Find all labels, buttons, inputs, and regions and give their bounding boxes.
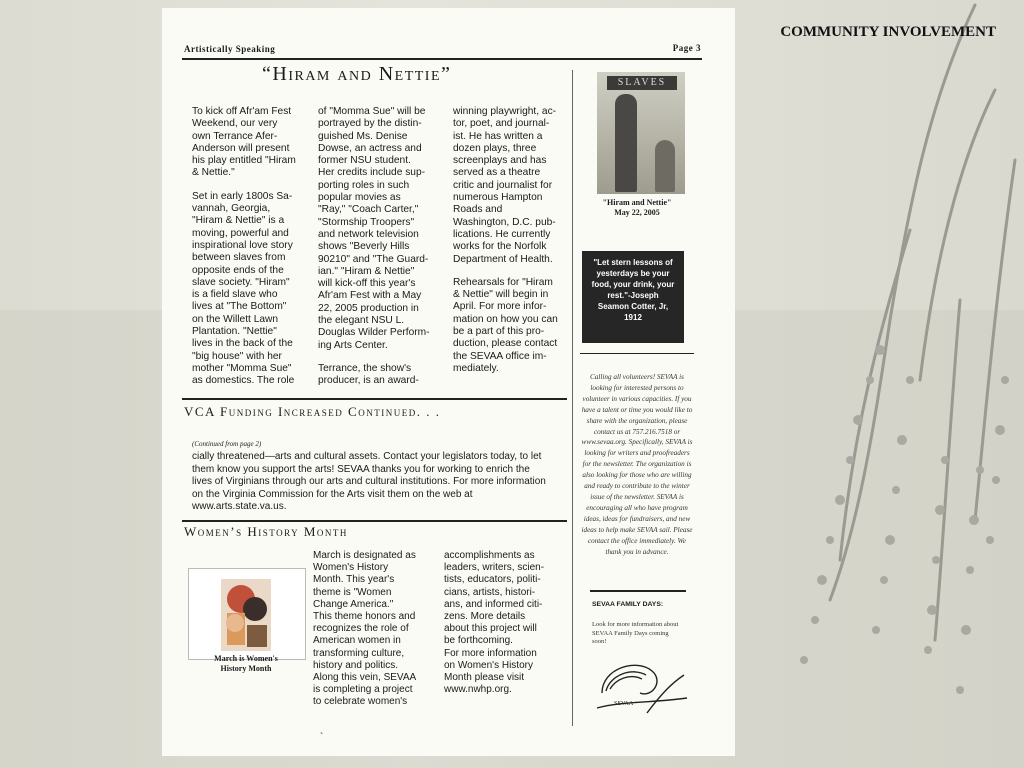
article1-col1-p1: To kick off Afr'am Fest Weekend, our very own Terrance Afer- Anderson will present his play entitled "Hiram & Nettie." bbox=[192, 106, 296, 179]
photo-figure-woman bbox=[655, 140, 675, 192]
photo-figure-man bbox=[615, 94, 637, 192]
article1-col2 bbox=[318, 106, 440, 399]
newsletter-page bbox=[162, 8, 735, 756]
article-title-vca: VCA Funding Increased Continued. . . bbox=[184, 404, 441, 419]
decorative-branches bbox=[760, 0, 1024, 768]
section-rule-vca bbox=[182, 398, 567, 400]
family-days-heading: SEVAA FAMILY DAYS: bbox=[592, 601, 664, 608]
sidebar-rule-1 bbox=[580, 353, 694, 354]
play-photo bbox=[597, 72, 685, 194]
continued-note: (Continued from page 2) bbox=[192, 440, 262, 448]
womens-history-caption: March is Women's History Month bbox=[214, 654, 278, 673]
article1-col2-p1: of "Momma Sue" will be portrayed by the distin- guished Ms. Denise Dowse, an actress and former NSU student. Her credits include sup- porting roles in such popular movies as "Ray," "Coach Carter," "Stormship Troopers" and network television shows "Beverly Hills 90210" and "The Guard- ian." "Hiram & Nettie" will kick-off this year's Afr'am Fest with a May 22, 2005 production in the elegant NSU L. Douglas Wilder Perform- ing Arts Center. bbox=[318, 106, 430, 351]
volunteer-notice: Calling all volunteers! SEVAA is looking for interested persons to volunteer in various capacities. If you have a talent or time you would like to share with the organization, please contact us at 757.216.7518 or www.sevaa.org. Specifically, SEVAA is looking for writers and proofreaders for the newsletter. The organization is also looking for those who are willing and ready to contribute to the winter issue of the newsletter. SEVAA is encouraging all who have program ideas, ideas for fundraisers, and new ideas to help make SEVAA sail. Please contact the office immediately. We thank you in advance. bbox=[581, 373, 693, 556]
article1-col1 bbox=[192, 106, 312, 399]
article-title-hiram-nettie: “Hiram and Nettie” bbox=[262, 63, 452, 85]
quote-box: "Let stern lessons of yesterdays be your food, your drink, your rest."-Joseph Seamon Cotter, Jr, 1912 bbox=[582, 251, 684, 343]
photo-sign: SLAVES bbox=[607, 76, 677, 90]
sevaa-logo bbox=[592, 653, 692, 723]
footer-mark: ` bbox=[320, 732, 324, 743]
article2-body: cially threatened—arts and cultural assets. Contact your legislators today, to let them know you support the arts! SEVAA thanks you for working to enrich the lives of Virginians through our arts and cultural institutions. For more information on the Virginia Commission for the Arts visit them on the web at www.arts.state.va.us. bbox=[192, 451, 546, 512]
article1-col3-p1: winning playwright, ac- tor, poet, and journal- ist. He has written a dozen plays, three screenplays and has served as a theatre critic and journalist for numerous Hampton Roads and Washington, D.C. pub- lications. He currently works for the Norfolk Department of Health. bbox=[453, 106, 557, 265]
womens-history-artwork bbox=[189, 569, 305, 659]
womens-history-image bbox=[188, 568, 306, 660]
page-number: Page 3 bbox=[672, 43, 701, 53]
article1-col2-p2: Terrance, the show's producer, is an award- bbox=[318, 362, 419, 387]
family-days-text: Look for more information about SEVAA Family Days coming soon! bbox=[592, 621, 679, 645]
sidebar-divider bbox=[572, 70, 573, 726]
article3-col1: March is designated as Women's History Month. This year's theme is "Women Change America." This theme honors and recognizes the role of American women in transforming culture, history and politics. Along this vein, SEVAA is completing a project to celebrate women's bbox=[313, 550, 417, 708]
article-title-womens-history: Women’s History Month bbox=[184, 524, 348, 539]
photo-caption: "Hiram and Nettie" May 22, 2005 bbox=[602, 198, 672, 217]
logo-text: SEVAA bbox=[614, 701, 634, 707]
section-rule-womens bbox=[182, 520, 567, 522]
article1-col3 bbox=[453, 106, 571, 386]
header-rule bbox=[182, 58, 702, 60]
article3-col2: accomplishments as leaders, writers, scien- tists, educators, politi- cians, artists, histori- ans, and informed citi- zens. More details about this project will be forthcoming. For more information on Women's History Month please visit www.nwhp.org. bbox=[444, 550, 545, 696]
article1-col1-p2: Set in early 1800s Sa- vannah, Georgia, "Hiram & Nettie" is a moving, powerful and inspirational love story between slaves from opposite ends of the slave society. "Hiram" is a field slave who lives at "The Bottom" on the Willett Lawn Plantation. "Nettie" lives in the back of the "big house" with her mother "Momma Sue" as domestics. The role bbox=[192, 190, 295, 387]
article1-col3-p2: Rehearsals for "Hiram & Nettie" will begin in April. For more infor- mation on how you can be a part of this pro- duction, please contact the SEVAA office im- mediately. bbox=[453, 276, 558, 374]
sidebar-rule-2 bbox=[590, 590, 686, 592]
newsletter-title: Artistically Speaking bbox=[184, 44, 276, 54]
slide-title: COMMUNITY INVOLVEMENT bbox=[780, 24, 996, 40]
